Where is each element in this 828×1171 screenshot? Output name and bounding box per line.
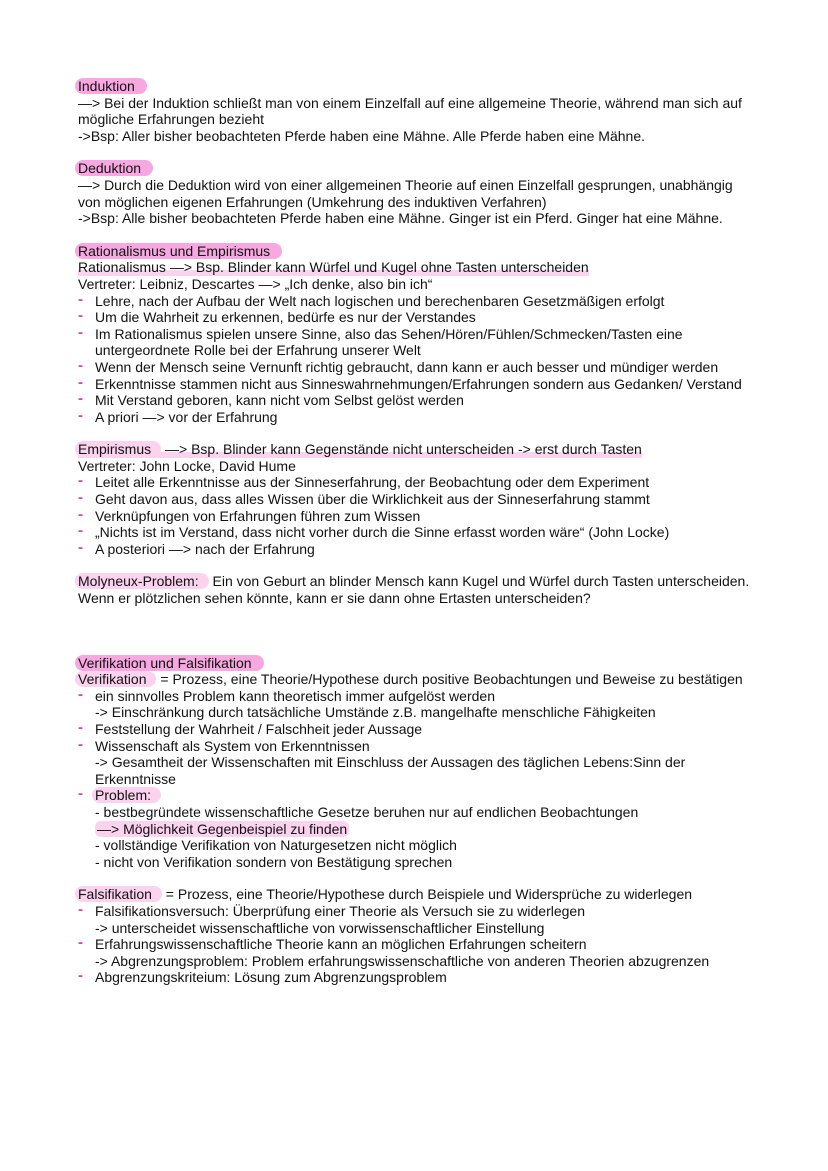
verifikation-item-3: Wissenschaft als System von Erkenntnissen xyxy=(95,737,370,754)
list-item: - Im Rationalismus spielen unsere Sinne, also das Sehen/Hören/Fühlen/Schmecken/Tasten eine untergeordnete Rolle bei der Erfahrung unserer Welt xyxy=(78,326,758,359)
falsifikation-item-1: Falsifikationsversuch: Überprüfung einer Theorie als Versuch sie zu widerlegen xyxy=(95,902,585,919)
list-item: - Um die Wahrheit zu erkennen, bedürfe es nur der Verstandes xyxy=(78,309,758,326)
rationalismus-vertreter: Vertreter: Leibniz, Descartes —> „Ich denke, also bin ich“ xyxy=(78,275,433,292)
empirismus-example: —> Bsp. Blinder kann Gegenstände nicht unterscheiden -> erst durch Tasten xyxy=(161,441,642,458)
falsifikation-item-2-sub: -> Abgrenzungsproblem: Problem erfahrungswissenschaftliche von anderen Theorien abzugrenzen xyxy=(95,952,710,969)
molyneux-title: Molyneux-Problem: xyxy=(75,573,209,589)
problem-sub: - bestbegründete wissenschaftliche Gesetze beruhen nur auf endlichen Beobachtungen xyxy=(95,803,639,820)
induktion-section xyxy=(78,78,758,144)
rationalismus-section xyxy=(78,243,758,426)
list-item: - Wenn der Mensch seine Vernunft richtig gebraucht, dann kann er auch besser und mündiger werden xyxy=(78,359,758,376)
verifikation-item-3-sub: -> Gesamtheit der Wissenschaften mit Einschluss der Aussagen des täglichen Lebens:Sinn der Erkenntnisse xyxy=(95,754,686,787)
deduktion-section xyxy=(78,160,758,226)
list-item: - Leitet alle Erkenntnisse aus der Sinneserfahrung, der Beobachtung oder dem Experiment xyxy=(78,474,758,491)
list-item: - Feststellung der Wahrheit / Falschheit jeder Aussage xyxy=(78,721,758,738)
list-item: - A posteriori —> nach der Erfahrung xyxy=(78,541,758,558)
list-item xyxy=(78,903,758,936)
verifikation-title: Verifikation xyxy=(75,671,156,687)
induktion-definition: —> Bei der Induktion schließt man von einem Einzelfall auf eine allgemeine Theorie, während man sich auf mögliche Erfahrungen bezieht xyxy=(78,94,742,128)
list-item xyxy=(78,787,758,870)
verifikation-falsifikation-heading: Verifikation und Falsifikation xyxy=(75,655,264,671)
list-item: - Verknüpfungen von Erfahrungen führen zum Wissen xyxy=(78,508,758,525)
verifikation-item-1-sub: -> Einschränkung durch tatsächliche Umstände z.B. mangelhafte menschliche Fähigkeiten xyxy=(95,704,656,721)
empirismus-section xyxy=(78,441,758,557)
induktion-example: ->Bsp: Aller bisher beobachteten Pferde haben eine Mähne. Alle Pferde haben eine Mähne. xyxy=(78,127,646,144)
deduktion-example: ->Bsp: Alle bisher beobachteten Pferde haben eine Mähne. Ginger ist ein Pferd. Ginger hat eine Mähne. xyxy=(78,210,723,227)
list-item: - A priori —> vor der Erfahrung xyxy=(78,409,758,426)
empirismus-vertreter: Vertreter: John Locke, David Hume xyxy=(78,457,296,474)
rationalismus-empirismus-heading: Rationalismus und Empirismus xyxy=(75,243,282,259)
list-item xyxy=(78,936,758,969)
verifikation-list xyxy=(78,688,758,871)
list-item: - Lehre, nach der Aufbau der Welt nach logischen und berechenbaren Gesetzmäßigen erfolgt xyxy=(78,293,758,310)
empirismus-title: Empirismus xyxy=(75,441,161,457)
falsifikation-item-1-sub: -> unterscheidet wissenschaftliche von vorwissenschaftlicher Einstellung xyxy=(95,919,545,936)
list-item: - Geht davon aus, dass alles Wissen über die Wirklichkeit aus der Sinneserfahrung stammt xyxy=(78,491,758,508)
verifikation-definition: = Prozess, eine Theorie/Hypothese durch positive Beobachtungen und Beweise zu bestätigen xyxy=(156,671,743,688)
molyneux-section xyxy=(78,573,758,606)
falsifikation-item-2: Erfahrungswissenschaftliche Theorie kann an möglichen Erfahrungen scheitern xyxy=(95,936,587,953)
empirismus-list xyxy=(78,474,758,557)
induktion-heading: Induktion xyxy=(75,78,147,94)
list-item xyxy=(78,738,758,788)
falsifikation-section xyxy=(78,886,758,986)
rationalismus-list xyxy=(78,293,758,426)
list-item: - Abgrenzungskriteium: Lösung zum Abgrenzungsproblem xyxy=(78,969,758,986)
molyneux-text: Ein von Geburt an blinder Mensch kann Kugel und Würfel durch Tasten unterscheiden. Wenn er plötzlichen sehen könnte, kann er sie dann ohne Ertasten unterscheiden? xyxy=(78,573,750,607)
list-item: - Mit Verstand geboren, kann nicht vom Selbst gelöst werden xyxy=(78,392,758,409)
deduktion-definition: —> Durch die Deduktion wird von einer allgemeinen Theorie auf einen Einzelfall gesprungen, unabhängig von möglichen eigenen Erfahrungen (Umkehrung des induktiven Verfahren) xyxy=(78,176,733,210)
problem-sub: - vollständige Verifikation von Naturgesetzen nicht möglich xyxy=(95,837,457,854)
verifikation-problem-label: Problem: xyxy=(92,787,161,803)
deduktion-heading: Deduktion xyxy=(75,160,153,176)
falsifikation-title: Falsifikation xyxy=(75,886,162,902)
rationalismus-example: —> Bsp. Blinder kann Würfel und Kugel ohne Tasten unterscheiden xyxy=(165,259,589,276)
problem-sub: - nicht von Verifikation sondern von Bestätigung sprechen xyxy=(95,853,453,870)
falsifikation-list xyxy=(78,903,758,986)
list-item: - „Nichts ist im Verstand, dass nicht vorher durch die Sinne erfasst worden wäre“ (John Locke) xyxy=(78,524,758,541)
rationalismus-title: Rationalismus xyxy=(78,259,166,276)
verifikation-section xyxy=(78,655,758,871)
list-item: - Erkenntnisse stammen nicht aus Sinneswahrnehmungen/Erfahrungen sondern aus Gedanken/ Verstand xyxy=(78,376,758,393)
verifikation-item-1: ein sinnvolles Problem kann theoretisch immer aufgelöst werden xyxy=(95,687,495,704)
problem-sub: —> Möglichkeit Gegenbeispiel zu finden xyxy=(97,820,348,837)
rationalismus-subheading xyxy=(78,259,589,276)
notes-page xyxy=(78,78,758,986)
list-item xyxy=(78,688,758,721)
falsifikation-definition: = Prozess, eine Theorie/Hypothese durch Beispiele und Widersprüche zu widerlegen xyxy=(161,886,693,903)
empirismus-subheading xyxy=(78,441,642,458)
